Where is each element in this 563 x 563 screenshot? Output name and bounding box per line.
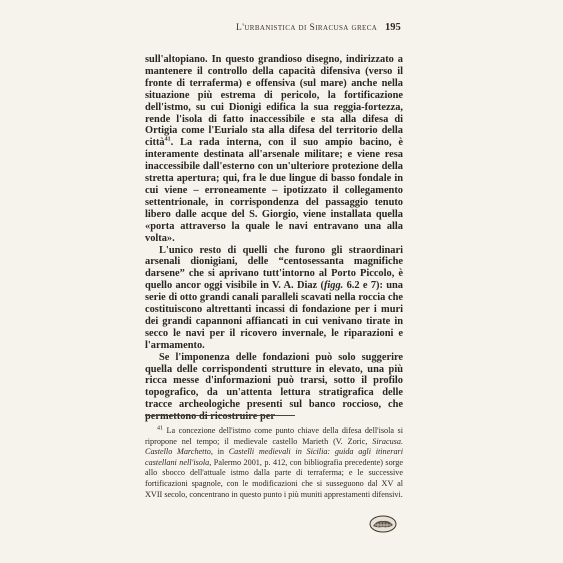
footnote	[145, 426, 403, 500]
footnote-text-3: , Palermo 2001, p. 412, con bibliografia precedente) sorge allo sbocco dell'attuale istmo dalla parte di terraferma; e le successive fortificazioni spagnole, con le modificazioni che si susseguono dal XV al XVII secolo, concentrano in questo punto i più muniti apprestamenti difensivi.	[145, 457, 403, 499]
footnote-41	[145, 426, 403, 500]
footnote-number: 41	[157, 425, 163, 432]
footnote-citation-2: Castelli medievali in Sicilia: guida agli itinerari castellani nell'isola	[145, 447, 403, 467]
paragraph-1-text-b: . La rada interna, con il suo ampio bacino, è interamente destinata all'arsenale militare; e viene resa inaccessibile dall'esterno con un'ulteriore protezione della stretta apertura; qui, fra le due lingue di basso fondale in cui viene – erroneamente – ipotizzato il collegamento settentrionale, in corrispondenza del passaggio tenuto libero dalle acque del S. Giorgio, viene installata quella «porta attraverso la quale le navi entravano una alla volta».	[145, 137, 403, 244]
footnote-divider	[145, 415, 295, 416]
running-head	[0, 22, 563, 36]
main-text	[145, 54, 403, 423]
publisher-logo-icon	[369, 515, 397, 533]
footnote-text-2: , in	[210, 447, 229, 457]
paragraph-2	[145, 245, 403, 352]
running-title: L'urbanistica di Siracusa greca	[236, 23, 378, 33]
paragraph-2-text-a: L'unico resto di quelli che furono gli straordinari arsenali dionigiani, delle “centosessanta magnifiche darsene” che si aprivano tutt'intorno al Porto Piccolo, è quello ancor oggi visibile in V. A. Diaz (	[145, 244, 403, 292]
figure-ref: figg.	[323, 280, 344, 292]
page-number: 195	[385, 22, 401, 33]
footnote-citation-1: Siracusa. Castello Marchetto	[145, 436, 403, 457]
paragraph-3: Se l'imponenza delle fondazioni può solo suggerire quella delle corrispondenti strutture in elevato, una più ricca messe d'informazioni può trarsi, sotto il profilo topografico, da un'attenta lettura stratigrafica delle tracce archeologiche presenti sul banco roccioso, che permettono di ricostruire per	[145, 351, 403, 423]
paragraph-1-text-a: sull'altopiano. In questo grandioso disegno, indirizzato a mantenere il controllo della capacità difensiva (verso il fronte di terraferma) e offensiva (sul mare) anche nella situazione più estrema di pericolo, la fortificazione dell'istmo, su cui Dionigi edifica la sua reggia-fortezza, rende l'isola di fatto inaccessibile e sta alla difesa di Ortigia come l'Eurialo sta alla difesa del territorio della città	[145, 54, 403, 149]
paragraph-1	[145, 54, 403, 245]
footnote-reference: 41	[164, 136, 171, 143]
footnote-text-1: La concezione dell'istmo come punto chiave della difesa dell'isola si ripropone nel tempo; il medievale castello Marieth (V. Zoric,	[145, 426, 403, 446]
paragraph-2-text-b: 6.2 e 7): una serie di otto grandi canali paralleli scavati nella roccia che costituiscono altrettanti incassi di fondazione per i muri dei grandi capannoni affiancati in cui venivano tirate in secco le navi per il ricovero invernale, le riparazioni e l'armamento.	[145, 280, 404, 351]
